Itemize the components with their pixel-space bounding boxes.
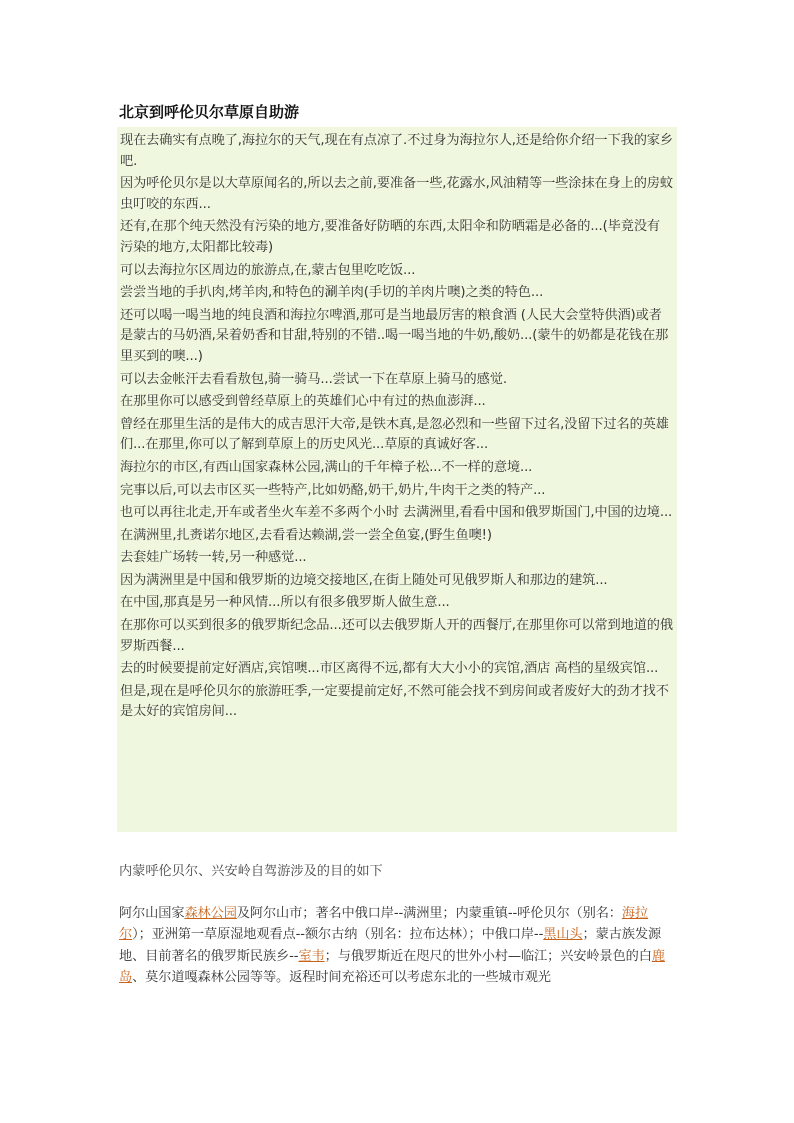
- paragraph: 现在去确实有点晚了,海拉尔的天气,现在有点凉了.不过身为海拉尔人,还是给你介绍一下我的家乡吧.: [120, 133, 673, 169]
- paragraph: 因为满洲里是中国和俄罗斯的边境交接地区,在街上随处可见俄罗斯人和那边的建筑...: [120, 572, 608, 588]
- paragraph: 在那你可以买到很多的俄罗斯纪念品...还可以去俄罗斯人开的西餐厅,在那里你可以常到地道的俄罗斯西餐...: [120, 618, 673, 654]
- paragraph: 但是,现在是呼伦贝尔的旅游旺季,一定要提前定好,不然可能会找不到房间或者废好大的劲才找不是太好的宾馆房间...: [120, 683, 669, 720]
- paragraph: 曾经在那里生活的是伟大的成吉思汗大帝,是铁木真,是忽必烈和一些留下过名,没留下过名的英雄们...在那里,你可以了解到草原上的历史风光...草原的真诚好客...: [120, 416, 669, 453]
- paragraph: 可以去海拉尔区周边的旅游点,在,蒙古包里吃吃饭...: [120, 262, 416, 278]
- paragraph-list: [120, 131, 673, 723]
- paragraph: 也可以再往北走,开车或者坐火车差不多两个小时 去满洲里,看看中国和俄罗斯国门,中国的边境...: [120, 505, 673, 521]
- link-shiwei[interactable]: 室韦: [298, 948, 325, 964]
- link-heishantou[interactable]: 黑山头: [543, 927, 583, 943]
- paragraph: 在中国,那真是另一种风情...所以有很多俄罗斯人做生意...: [120, 595, 450, 611]
- paragraph: 尝尝当地的手扒肉,烤羊肉,和特色的涮羊肉(手切的羊肉片噢)之类的特色...: [120, 285, 544, 301]
- paragraph: 还可以喝一喝当地的纯良酒和海拉尔啤酒,那可是当地最厉害的粮食酒 (人民大会堂特供酒)或者是蒙古的马奶酒,呆着奶香和甘甜,特别的不错..喝一喝当地的牛奶,酸奶...(蒙牛的奶都是花钱在那里买到的噢...): [120, 307, 669, 364]
- paragraph: 在那里你可以感受到曾经草原上的英雄们心中有过的热血澎湃...: [120, 394, 486, 410]
- paragraph: 完事以后,可以去市区买一些特产,比如奶酪,奶干,奶片,牛肉干之类的特产...: [120, 482, 546, 498]
- route-paragraph: [119, 903, 674, 988]
- paragraph: 海拉尔的市区,有西山国家森林公园,满山的千年樟子松...不一样的意境...: [120, 459, 533, 475]
- link-forest-park[interactable]: 森林公园: [184, 906, 237, 921]
- link-ludao[interactable]: 鹿岛: [119, 948, 665, 985]
- paragraph: 去的时候要提前定好酒店,宾馆噢...市区离得不远,都有大大小小的宾馆,酒店 高档的星级宾馆...: [120, 661, 659, 677]
- route-heading: 内蒙呼伦贝尔、兴安岭自驾游涉及的目的如下: [119, 864, 383, 879]
- page-title: 北京到呼伦贝尔草原自助游: [119, 103, 300, 121]
- link-hailar[interactable]: 海拉尔: [119, 906, 649, 943]
- paragraph: 在满洲里,扎赉诺尔地区,去看看达赖湖,尝一尝全鱼宴,(野生鱼噢!): [120, 527, 492, 543]
- paragraph: 去套娃广场转一转,另一种感觉...: [120, 550, 307, 566]
- route-text-6: 、莫尔道嘎森林公园等等。返程时间充裕还可以考虑东北的一些城市观光: [132, 969, 551, 985]
- route-text-1: 阿尔山国家: [119, 906, 185, 921]
- route-text-4: ；蒙古族发源地、目前著名的俄罗斯民族乡--: [119, 927, 662, 964]
- route-text-5: ；与俄罗斯近在咫尺的世外小村—临江；兴安岭景色的白: [324, 948, 652, 964]
- paragraph: 可以去金帐汗去看看敖包,骑一骑马...尝试一下在草原上骑马的感觉.: [120, 371, 507, 387]
- paragraph: 因为呼伦贝尔是以大草原闻名的,所以去之前,要准备一些,花露水,风油精等一些涂抹在身上的房蚊虫叮咬的东西...: [120, 176, 673, 212]
- answer-content-box: [117, 127, 677, 832]
- route-text-2: 及阿尔山市；著名中俄口岸--满洲里；内蒙重镇--呼伦贝尔（别名：: [236, 906, 622, 921]
- paragraph: 还有,在那个纯天然没有污染的地方,要准备好防晒的东西,太阳伞和防晒霜是必备的...(毕竟没有污染的地方,太阳都比较毒): [120, 219, 661, 255]
- route-text-3: ）；亚洲第一草原湿地观看点--额尔古纳（别名：拉布达林）；中俄口岸--: [132, 927, 544, 943]
